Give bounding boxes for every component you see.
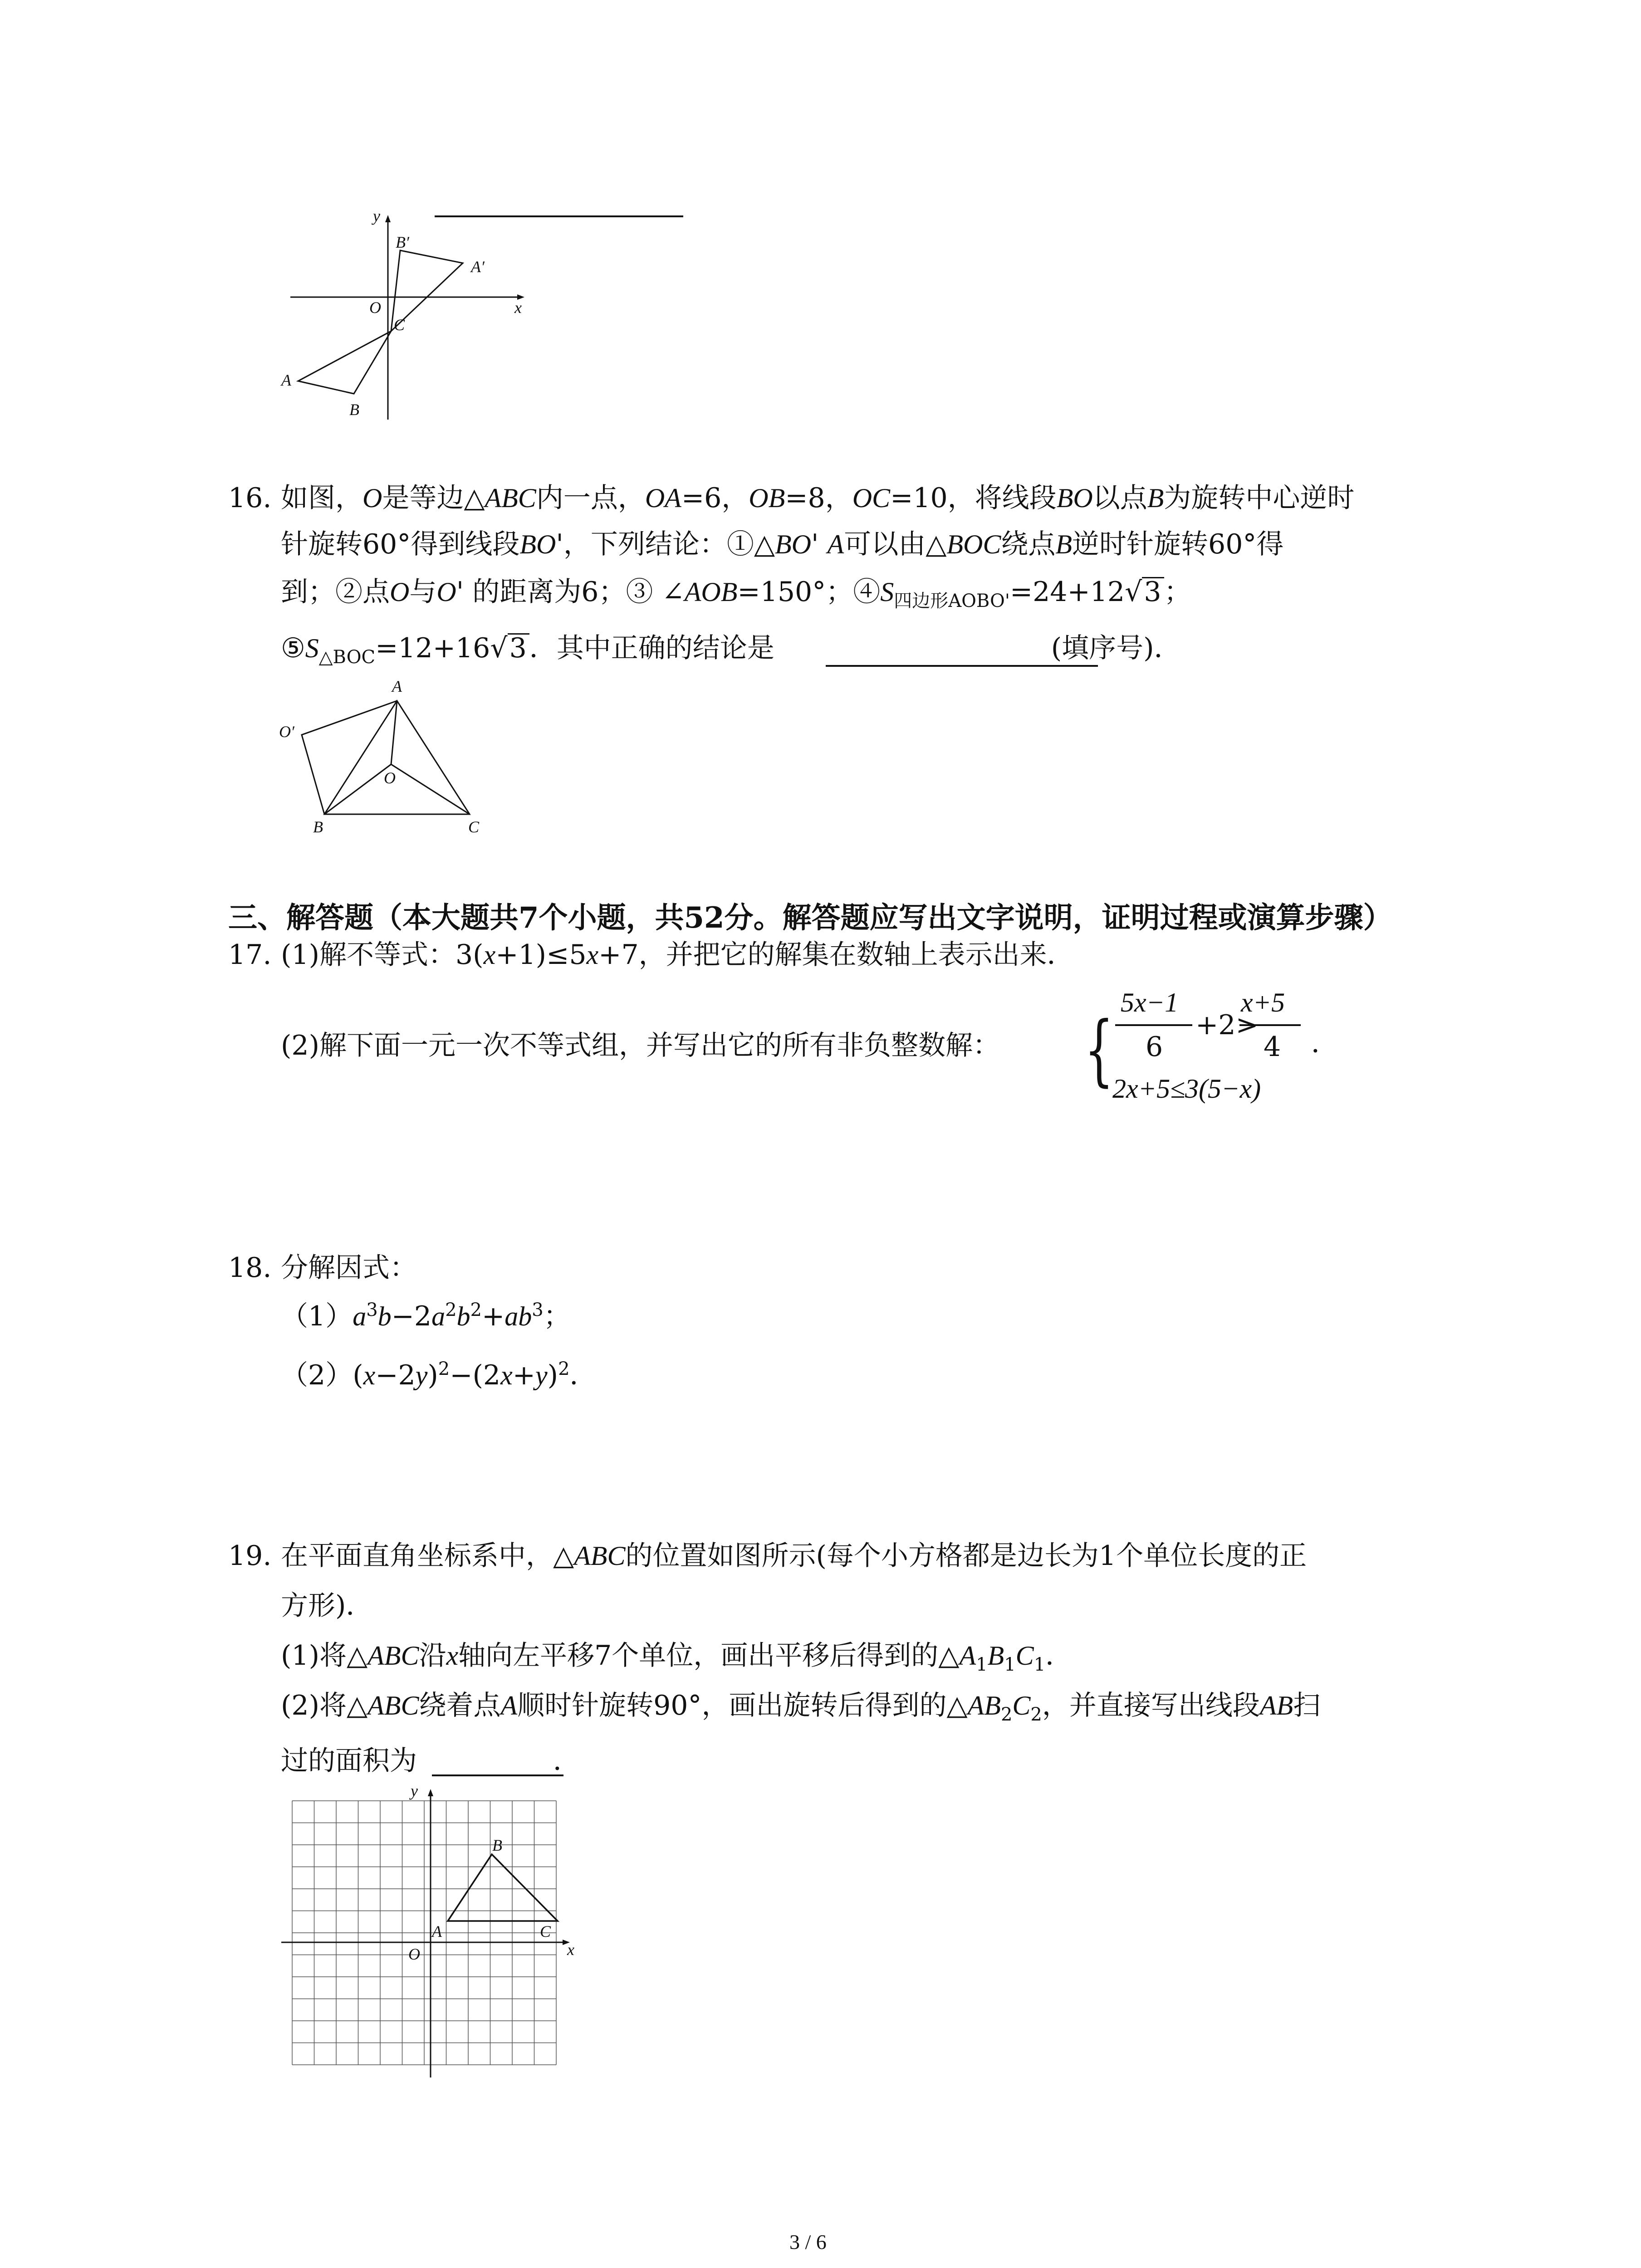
q16-number: 16. [228,482,272,514]
q19-label-O: O [408,1945,420,1963]
q17-frac1-den: 6 [1146,1031,1163,1063]
q15-label-y: y [373,207,380,225]
q19-y-arrow [428,1789,433,1796]
section-3-heading: 三、解答题（本大题共7个小题，共52分。解答题应写出文字说明，证明过程或演算步骤） [228,901,1392,935]
q16-label-O-prime: O′ [279,723,294,741]
q17-number: 17. [228,939,272,971]
q18-number: 18. [228,1252,272,1284]
q15-triangle-lower [298,331,391,394]
q19-label-y: y [411,1783,418,1800]
q19-line5: 过的面积为 ． [281,1745,580,1777]
q16-seg-OA [391,701,397,764]
q16-sqrt-1: √3 [1125,577,1164,606]
q16-seg-OC [391,764,470,814]
q16-seg-OB [324,764,391,814]
q19-label-C: C [540,1922,551,1941]
q15-label-x: x [514,298,522,317]
q17-part2: (2)解下面一元一次不等式组，并写出它的所有非负整数解： [281,1030,1000,1061]
q15-label-A-prime: A′ [471,258,485,276]
q17-frac2-num: x+5 [1241,987,1285,1017]
q19-grid-figure [272,1783,590,2091]
q19-line2: 方形)． [281,1590,373,1622]
q19-label-x: x [567,1941,574,1959]
q19-label-A: A [432,1922,442,1941]
q17-frac2-bar [1239,1024,1301,1026]
q19-line4: (2)将△ABC绕着点A顺时针旋转90°，画出旋转后得到的$\triangle AB_2C_2$，并直接写出线段AB扫 [281,1690,1321,1725]
q17-mid: +2> [1195,1009,1259,1041]
q16-line2: 针旋转60°得到线段BO'，下列结论：①△BO' A可以由△BOC绕点B逆时针旋转60°得 [281,528,1284,560]
q16-label-O: O [384,769,396,787]
q15-y-arrow [385,215,391,222]
q16-line3: 到；②点O与O' 的距离为6；③ ∠AOB=150°；$④S_{四边形AOBO'}=24+12√3$ ； [281,576,1191,611]
q19-grid-lines [292,1801,556,2065]
q19-line3: (1)将△ABC沿x轴向左平移7个单位，画出平移后得到的$\triangle A_1B_1C_1$． [281,1640,1073,1675]
page-footer: 3 / 6 [789,2230,827,2253]
q19-answer-blank [432,1774,563,1776]
q19-number: 19. [228,1540,272,1572]
q17-system [1084,984,1338,1111]
q15-figure [272,200,526,426]
q15-label-A: A [281,371,291,389]
q16-label-C: C [468,818,480,836]
q16-label-B: B [313,818,323,836]
q17-end: ． [1311,1027,1338,1059]
q18-title: 分解因式： [281,1252,417,1284]
q18-item1: $(1)a^3b-2a^2b^2+ab^3$； [281,1300,571,1332]
q16-label-A: A [392,677,402,695]
q15-label-B: B [349,401,359,419]
q17-row2: 2x+5≤3(5−x) [1112,1074,1261,1104]
q16-line4: $⑤S_{\triangle BOC}=12+16√3$ ．其中正确的结论是 (填序号)． [281,632,1181,668]
q15-label-B-prime: B′ [396,233,409,251]
q18-item2: $(2)(x-2y)^2-(2x+y)^2$． [281,1359,597,1391]
q17-frac2-den: 4 [1264,1031,1281,1063]
q16-O-prime-path [302,701,397,814]
q17-frac1-bar [1115,1024,1192,1026]
q16-line1: 如图，O是等边△ABC内一点，OA=6，OB=8，OC=10，将线段BO以点B为旋转中心逆时 [281,482,1355,514]
q16-answer-blank [826,665,1098,667]
q17-part1: (1)解不等式：3(x+1)≤5x+7，并把它的解集在数轴上表示出来． [281,939,1074,971]
q15-label-C: C [394,316,405,334]
q19-label-B: B [492,1836,502,1854]
q16-figure [272,674,508,846]
q16-sqrt-2: √3 [490,633,529,662]
q17-brace: { [1084,1005,1114,1095]
q19-line1: 在平面直角坐标系中，△ABC的位置如图所示(每个小方格都是边长为1个单位长度的正 [281,1540,1307,1572]
q17-frac1-num: 5x−1 [1121,987,1179,1017]
q15-label-O: O [369,298,381,317]
